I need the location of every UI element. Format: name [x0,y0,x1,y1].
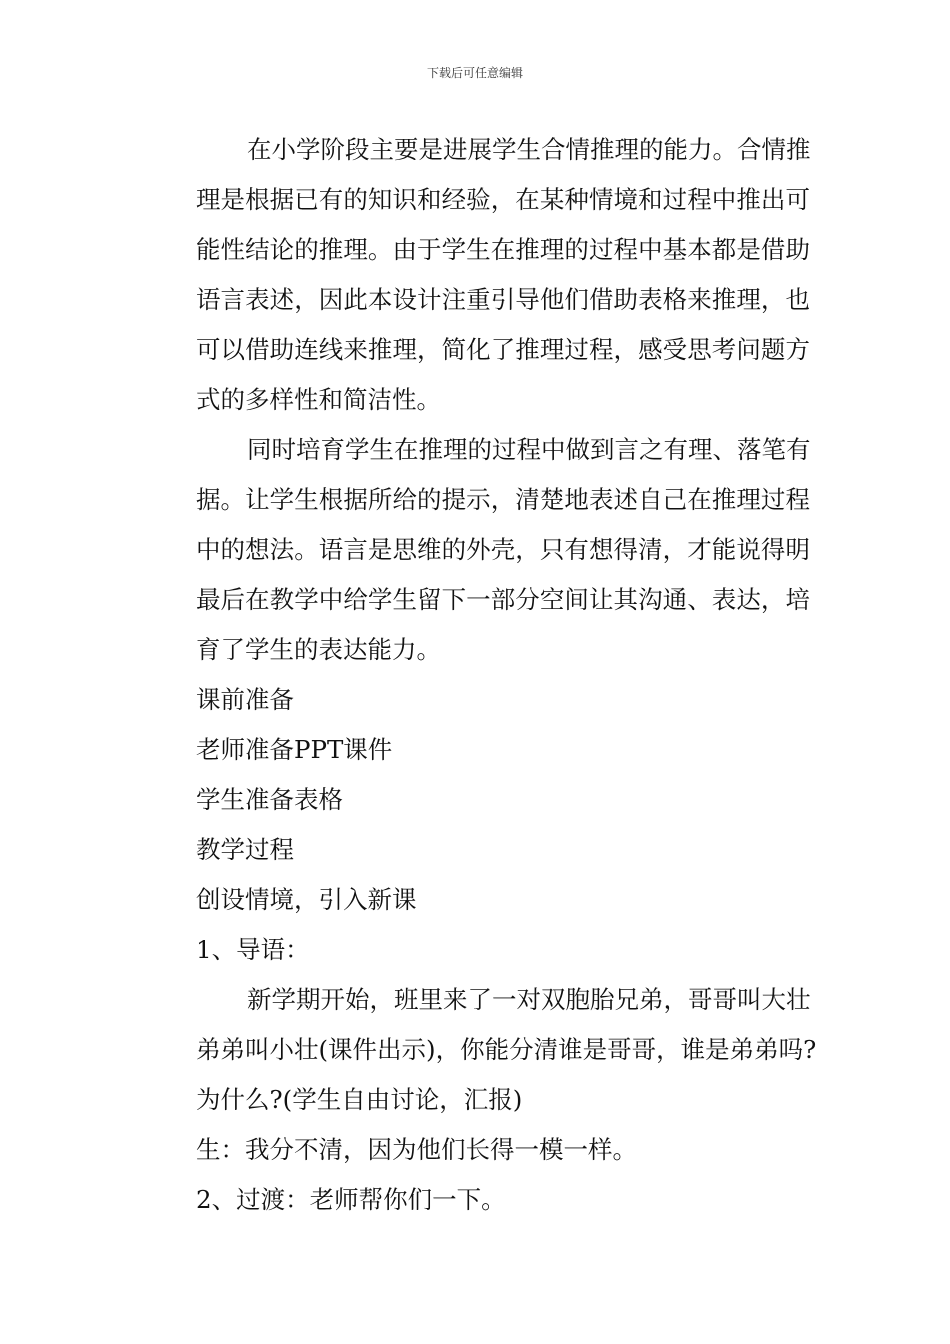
text-line: 中的想法。语言是思维的外壳，只有想得清，才能说得明 [196,535,810,564]
text-line: 可以借助连线来推理，简化了推理过程，感受思考问题方 [196,335,810,364]
paragraph-twins-story [145,975,817,1125]
paragraph-reasoning-ability [145,125,810,425]
heading-create-situation: 创设情境，引入新课 [196,885,417,914]
text-line: 式的多样性和简洁性。 [196,385,441,414]
text-line: 同时培育学生在推理的过程中做到言之有理、落笔有 [247,435,811,464]
text-line: 弟弟叫小壮(课件出示)，你能分清谁是哥哥，谁是弟弟吗? [196,1035,817,1064]
heading-class-preparation: 课前准备 [196,685,294,714]
paragraph-expression-ability [145,425,810,675]
text-line: 新学期开始，班里来了一对双胞胎兄弟，哥哥叫大壮 [247,985,811,1014]
text-line: 在小学阶段主要是进展学生合情推理的能力。合情推 [247,135,811,164]
text-line: 能性结论的推理。由于学生在推理的过程中基本都是借助 [196,235,810,264]
text-line: 育了学生的表达能力。 [196,635,441,664]
teacher-preparation: 老师准备PPT课件 [196,735,393,764]
document-body [145,125,817,1225]
item-introduction: 1、导语： [196,935,310,964]
text-line: 据。让学生根据所给的提示，清楚地表述自己在推理过程 [196,485,810,514]
text-line: 理是根据已有的知识和经验，在某种情境和过程中推出可 [196,185,810,214]
page-header: 下载后可任意编辑 [426,66,523,80]
item-transition: 2、过渡：老师帮你们一下。 [196,1185,506,1214]
student-answer: 生：我分不清，因为他们长得一模一样。 [196,1135,637,1164]
heading-teaching-process: 教学过程 [196,835,294,864]
text-line: 语言表述，因此本设计注重引导他们借助表格来推理，也 [196,285,810,314]
text-line: 为什么?(学生自由讨论，汇报) [196,1085,523,1114]
text-line: 最后在教学中给学生留下一部分空间让其沟通、表达，培 [196,585,810,614]
student-preparation: 学生准备表格 [196,785,343,814]
